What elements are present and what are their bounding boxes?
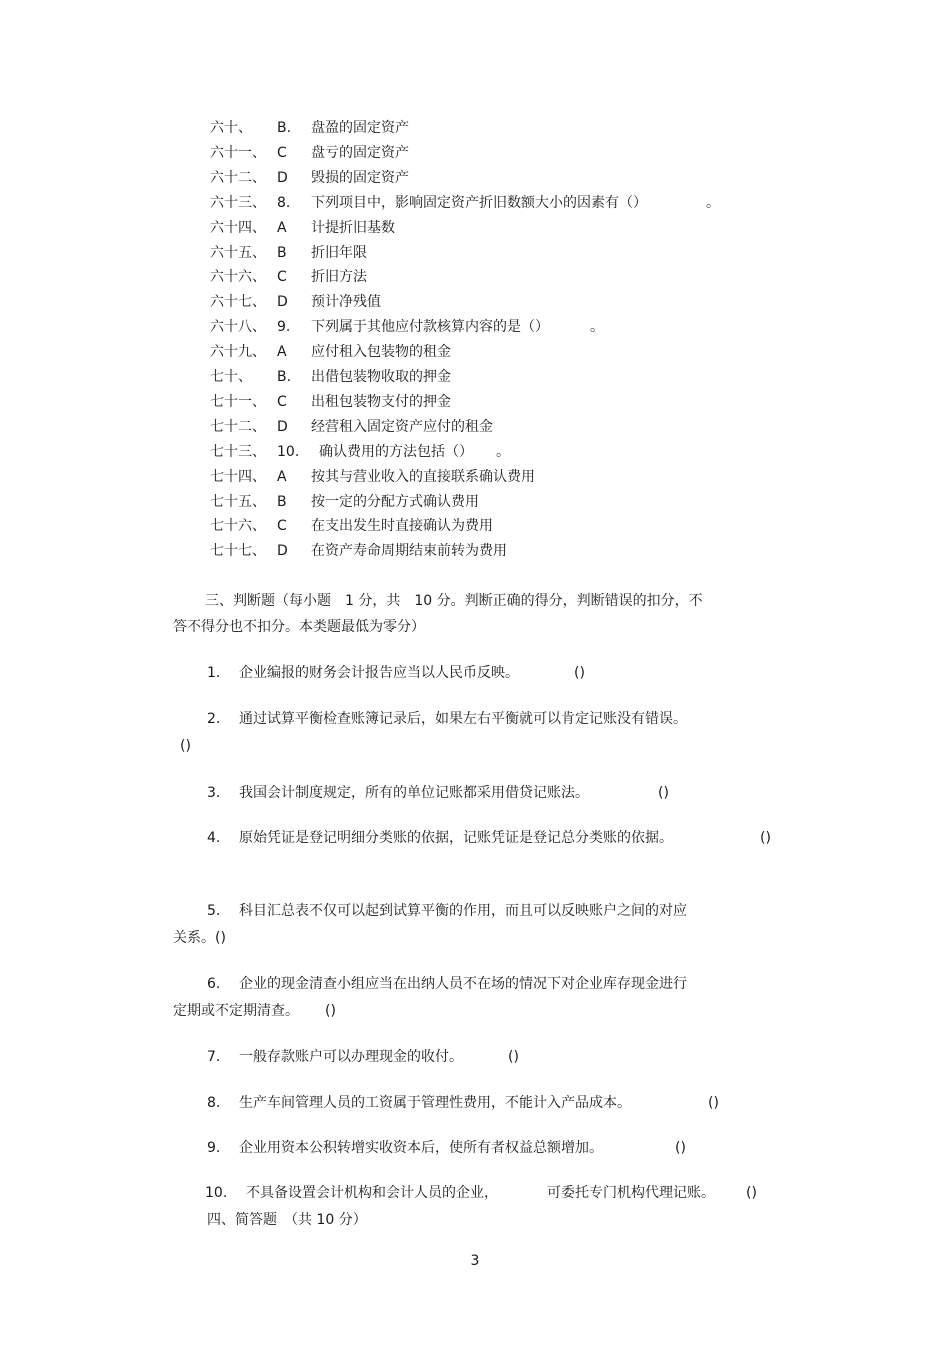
- judgment-1-number: 1.: [207, 665, 221, 681]
- judgment-5-continuation: 关系。(): [173, 930, 226, 946]
- outline-item-marker: B.: [277, 120, 292, 136]
- judgment-6-continuation: 定期或不定期清查。: [173, 1003, 299, 1019]
- outline-item-marker: B.: [277, 369, 292, 385]
- judgment-6-answer-paren: (): [325, 1003, 336, 1019]
- judgment-5-number: 5.: [207, 903, 221, 919]
- outline-item-text: 下列项目中，影响固定资产折旧数额大小的因素有（）: [311, 194, 647, 211]
- outline-item-number: 七十二、: [210, 418, 266, 435]
- outline-item-text: 按其与营业收入的直接联系确认费用: [311, 468, 535, 485]
- judgment-2-number: 2.: [207, 711, 221, 727]
- outline-item-number: 六十四、: [210, 219, 266, 236]
- outline-item-text: 经营租入固定资产应付的租金: [311, 418, 493, 435]
- outline-item-tail-punctuation: 。: [706, 194, 720, 211]
- outline-item-number: 七十三、: [210, 443, 266, 460]
- judgment-1-text: 企业编报的财务会计报告应当以人民币反映。: [239, 665, 519, 681]
- outline-item-text: 出借包装物收取的押金: [311, 369, 451, 385]
- outline-item-marker: C: [277, 269, 287, 286]
- section3-heading-line1: 三、判断题（每小题 1 分，共 10 分。判断正确的得分，判断错误的扣分，不: [205, 593, 703, 609]
- judgment-4-answer-paren: (): [760, 830, 771, 846]
- outline-item-marker: A: [277, 468, 287, 485]
- outline-item-marker: D: [277, 543, 288, 560]
- outline-item-number: 六十三、: [210, 194, 266, 211]
- outline-item-number: 六十八、: [210, 319, 266, 336]
- judgment-7-answer-paren: (): [508, 1049, 519, 1065]
- outline-item-marker: B: [277, 493, 287, 510]
- outline-item-text: 计提折旧基数: [311, 219, 395, 236]
- judgment-3-number: 3.: [207, 785, 221, 801]
- judgment-6-number: 6.: [207, 976, 221, 992]
- judgment-7-number: 7.: [207, 1049, 221, 1065]
- outline-item-text: 下列属于其他应付款核算内容的是（）: [311, 319, 549, 336]
- judgment-5-text: 科目汇总表不仅可以起到试算平衡的作用，而且可以反映账户之间的对应: [239, 903, 687, 919]
- outline-item-number: 六十七、: [210, 294, 266, 311]
- outline-item-marker: D: [277, 418, 288, 435]
- outline-item-text: 毁损的固定资产: [311, 169, 409, 186]
- judgment-10-answer-paren: (): [746, 1185, 757, 1201]
- outline-item-tail-punctuation: 。: [496, 443, 510, 460]
- judgment-4-number: 4.: [207, 830, 221, 846]
- outline-item-text: 折旧方法: [311, 269, 367, 286]
- outline-item-text: 确认费用的方法包括（）: [319, 443, 473, 460]
- section3-heading-line2: 答不得分也不扣分。本类题最低为零分）: [173, 619, 425, 635]
- outline-item-number: 六十五、: [210, 244, 266, 261]
- outline-item-number: 七十七、: [210, 543, 266, 560]
- outline-item-text: 预计净残值: [311, 294, 381, 311]
- judgment-8-answer-paren: (): [708, 1095, 719, 1111]
- judgment-10-number: 10.: [205, 1185, 228, 1201]
- outline-item-marker: A: [277, 344, 287, 361]
- outline-item-number: 六十二、: [210, 169, 266, 186]
- judgment-6-text: 企业的现金清查小组应当在出纳人员不在场的情况下对企业库存现金进行: [239, 976, 687, 992]
- outline-item-marker: D: [277, 294, 288, 311]
- outline-item-marker: 9.: [277, 319, 291, 336]
- judgment-2-text: 通过试算平衡检查账簿记录后，如果左右平衡就可以肯定记账没有错误。: [239, 711, 687, 727]
- outline-item-text: 应付租入包装物的租金: [311, 344, 451, 361]
- outline-item-number: 六十一、: [210, 144, 266, 161]
- outline-item-marker: C: [277, 144, 287, 161]
- outline-item-marker: A: [277, 219, 287, 236]
- outline-item-marker: C: [277, 393, 287, 410]
- judgment-3-answer-paren: (): [658, 785, 669, 801]
- outline-item-text: 盘亏的固定资产: [311, 144, 409, 161]
- outline-item-text: 按一定的分配方式确认费用: [311, 493, 479, 510]
- judgment-4-text: 原始凭证是登记明细分类账的依据，记账凭证是登记总分类账的依据。: [239, 830, 673, 846]
- judgment-8-text: 生产车间管理人员的工资属于管理性费用，不能计入产品成本。: [239, 1095, 631, 1111]
- judgment-2-answer-paren: (): [180, 738, 191, 754]
- section4-heading: 四、简答题 （共 10 分）: [207, 1212, 367, 1228]
- page-number: 3: [470, 1253, 480, 1269]
- outline-item-number: 七十、: [210, 369, 252, 385]
- outline-item-marker: 8.: [277, 194, 291, 211]
- judgment-8-number: 8.: [207, 1095, 221, 1111]
- judgment-10-text: 不具备设置会计机构和会计人员的企业，: [246, 1185, 498, 1201]
- judgment-7-text: 一般存款账户可以办理现金的收付。: [239, 1049, 463, 1065]
- outline-item-text: 折旧年限: [311, 244, 367, 261]
- judgment-9-answer-paren: (): [675, 1140, 686, 1156]
- judgment-9-number: 9.: [207, 1140, 221, 1156]
- outline-item-number: 六十、: [210, 120, 252, 136]
- judgment-10-text-part2: 可委托专门机构代理记账。: [547, 1185, 715, 1201]
- judgment-3-text: 我国会计制度规定，所有的单位记账都采用借贷记账法。: [239, 785, 589, 801]
- outline-item-number: 七十四、: [210, 468, 266, 485]
- outline-item-number: 六十九、: [210, 344, 266, 361]
- judgment-9-text: 企业用资本公积转增实收资本后，使所有者权益总额增加。: [239, 1140, 603, 1156]
- outline-item-marker: C: [277, 518, 287, 535]
- judgment-1-answer-paren: (): [574, 665, 585, 681]
- outline-item-tail-punctuation: 。: [590, 319, 604, 336]
- outline-item-marker: 10.: [277, 443, 300, 460]
- outline-item-number: 七十一、: [210, 393, 266, 410]
- outline-item-marker: B: [277, 244, 287, 261]
- outline-item-number: 七十五、: [210, 493, 266, 510]
- outline-item-number: 六十六、: [210, 269, 266, 286]
- outline-item-marker: D: [277, 169, 288, 186]
- outline-item-text: 在支出发生时直接确认为费用: [311, 518, 493, 535]
- outline-item-number: 七十六、: [210, 518, 266, 535]
- outline-item-text: 在资产寿命周期结束前转为费用: [311, 543, 507, 560]
- outline-item-text: 盘盈的固定资产: [311, 120, 409, 136]
- outline-item-text: 出租包装物支付的押金: [311, 393, 451, 410]
